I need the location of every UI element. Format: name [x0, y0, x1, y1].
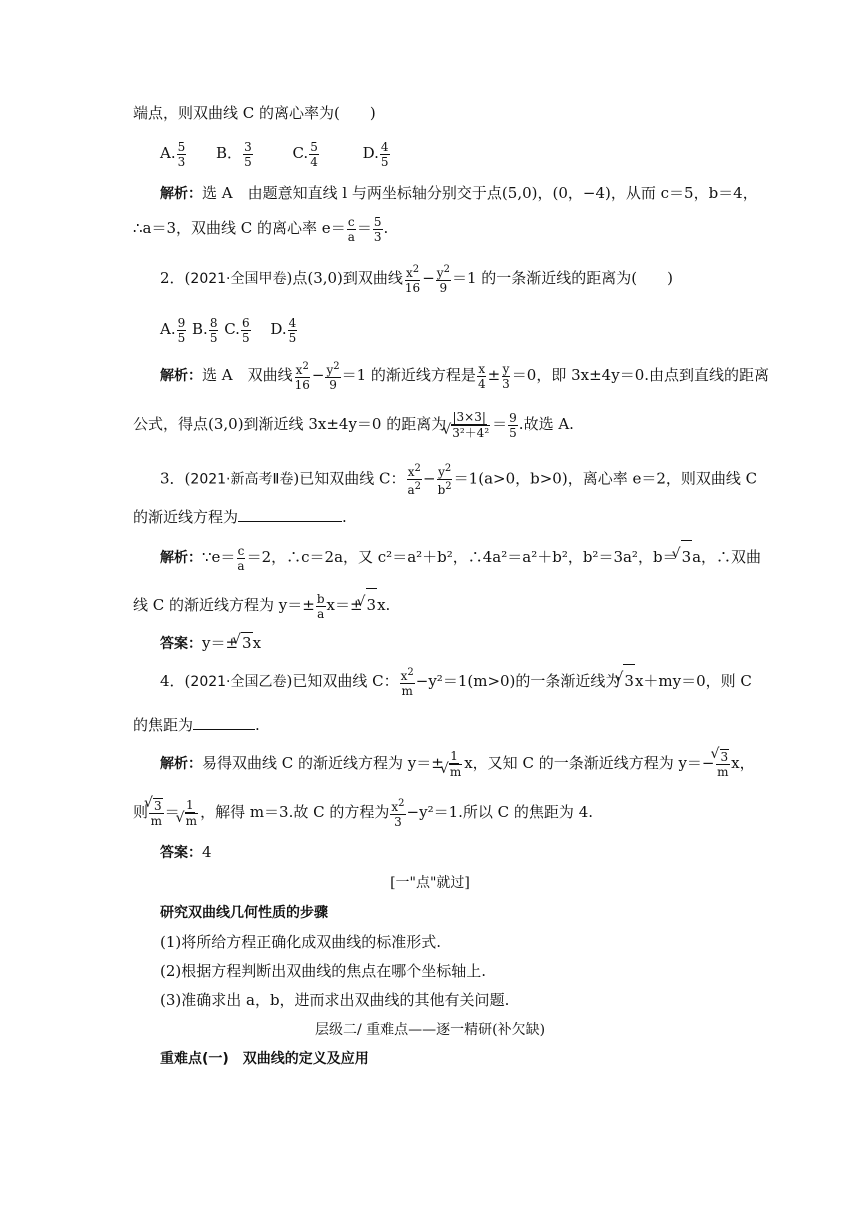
p4-stem: 4．(2021·全国乙卷)已知双曲线 C： $\frac{x^2}{m}$ −y²＝1(m>0)的一条渐近线为√ 3x＋my＝0，则 C: [160, 664, 752, 698]
p2-solution-line2: 公式，得点(3,0)到渐近线 3x±4y＝0 的距离为 |3×3| √ 3²＋4² ＝ $\frac{9}{5}$ .故选 A.: [133, 408, 574, 440]
p2-solution-line1: 解析：选 A 双曲线 $\frac{x^2}{16}$ − $\frac{y^2}{9}$ ＝1 的渐近线方程是 $\frac{x}{4}$ ± $\frac{y}{3}$ ＝0，即 3x±4y＝0.由点到直线的距离: [160, 361, 770, 392]
p2-options: A. $\frac{9}{5}$ B. $\frac{8}{5}$ C. $\frac{6}{5}$ D. $\frac{4}{5}$: [160, 315, 297, 345]
answer-blank: [193, 715, 255, 730]
option-b: B． $\frac{3}{5}$: [216, 139, 252, 169]
tip-title: 研究双曲线几何性质的步骤: [160, 905, 328, 921]
p3-stem-line2: 的渐近线方程为 .: [133, 508, 347, 526]
p4-stem-line2: 的焦距为 .: [133, 716, 260, 734]
p3-answer: 答案：y＝±√ 3x: [160, 632, 261, 654]
p4-solution-line1: 解析：易得双曲线 C 的渐近线方程为 y＝± 1 √ m x，又知 C 的一条渐近线方程为 y＝− √ $\frac{3}{m}$ x，: [160, 746, 755, 781]
section-heading: 重难点(一) 双曲线的定义及应用: [160, 1051, 369, 1067]
tip-step-2: (2)根据方程判断出双曲线的焦点在哪个坐标轴上.: [160, 962, 487, 980]
tip-step-3: (3)准确求出 a，b，进而求出双曲线的其他有关问题.: [160, 991, 510, 1009]
answer-blank: [238, 507, 342, 522]
tip-tag: [一"点"就过]: [390, 875, 470, 891]
tip-step-1: (1)将所给方程正确化成双曲线的标准形式.: [160, 933, 442, 951]
p4-solution-line2: 则 √ $\frac{3}{m}$ ＝ 1 √ m ，解得 m＝3.故 C 的方程为 $\frac{x^2}{3}$ −y²＝1.所以 C 的焦距为 4.: [133, 795, 593, 829]
p1-solution-line2: ∴a＝3，双曲线 C 的离心率 e＝ $\frac{c}{a}$ ＝ $\frac{5}{3}$ .: [133, 214, 389, 244]
p3-solution-line1: 解析：∵e＝ $\frac{c}{a}$ ＝2，∴c＝2a，又 c²＝a²＋b²，∴4a²＝a²＋b²，b²＝3a²，b＝√ 3a，∴双曲: [160, 540, 761, 574]
p1-options: [160, 138, 391, 169]
p2-stem: 2．(2021·全国甲卷)点(3,0)到双曲线 $\frac{x^2}{16}$ − $\frac{y^2}{9}$ ＝1 的一条渐近线的距离为( ): [160, 264, 673, 295]
option-d: D. $\frac{4}{5}$: [362, 139, 389, 169]
option-a: A. $\frac{5}{3}$: [160, 139, 186, 169]
p3-solution-line2: 线 C 的渐近线方程为 y＝± $\frac{b}{a}$ x＝±√ 3x.: [133, 588, 390, 621]
level-heading: 层级二/ 重难点——逐一精研(补欠缺): [314, 1022, 546, 1038]
option-c: C. $\frac{5}{4}$: [292, 139, 318, 169]
p3-stem: 3．(2021·新高考Ⅱ卷)已知双曲线 C： $\frac{x^2}{a^2}$ − $\frac{y^2}{b^2}$ ＝1(a>0，b>0)，离心率 e＝2，则双曲线 C: [160, 463, 758, 497]
p4-answer: 答案：4: [160, 843, 212, 861]
p1-intro: 端点，则双曲线 C 的离心率为( ): [133, 104, 376, 122]
p1-solution-line1: 解析：选 A 由题意知直线 l 与两坐标轴分别交于点(5,0)，(0，−4)，从而 c＝5，b＝4，: [160, 184, 758, 202]
